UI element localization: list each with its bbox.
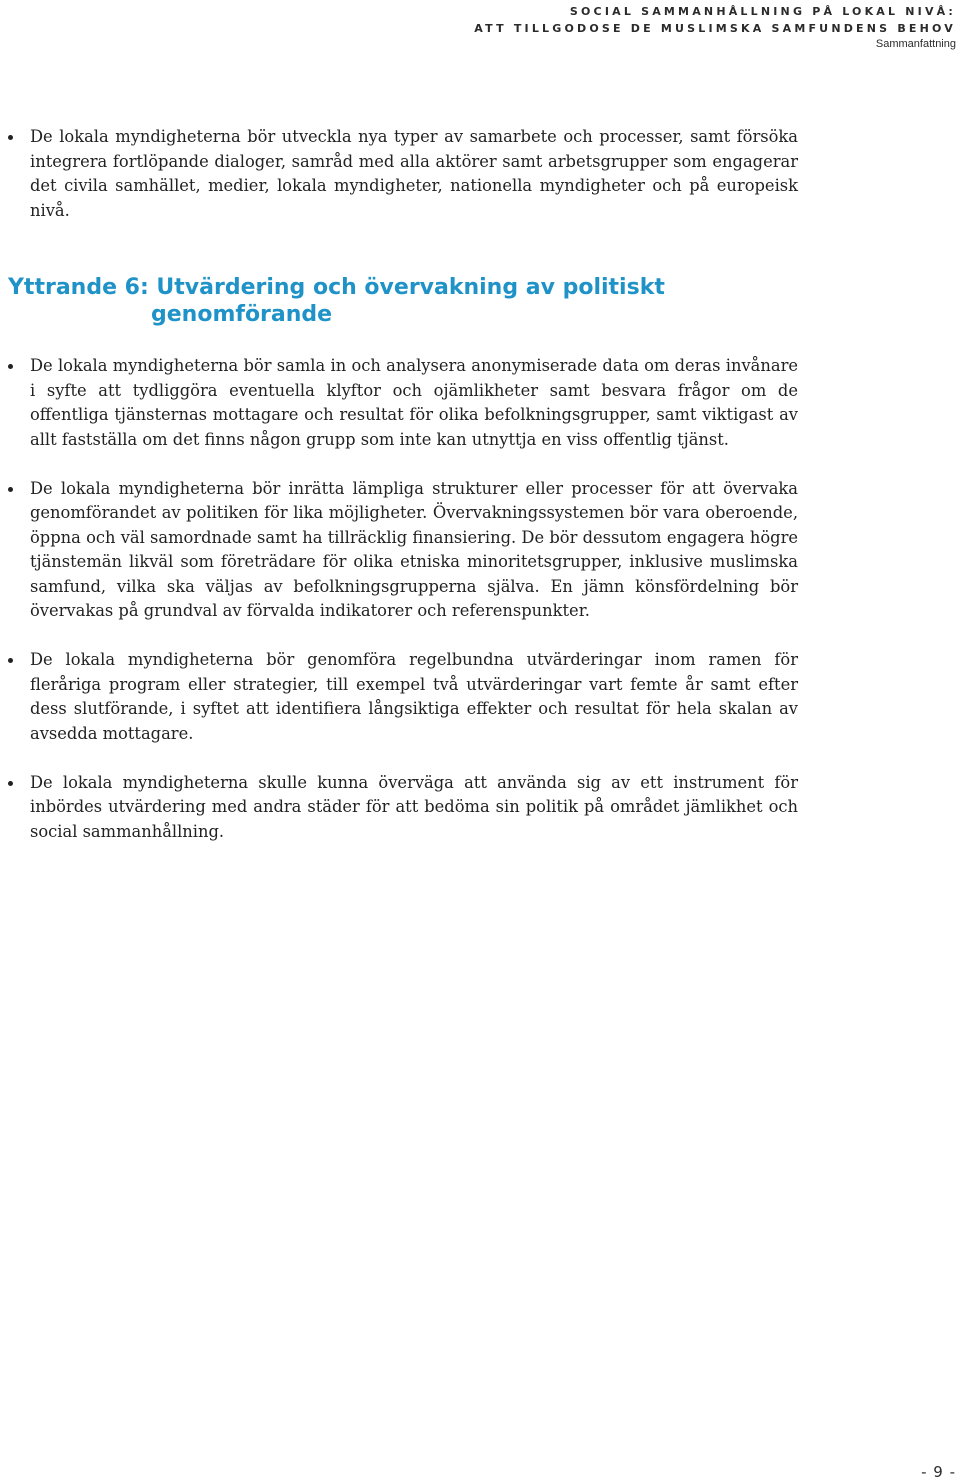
section-heading-line1: Yttrande 6: Utvärdering och övervakning av politiskt — [8, 275, 665, 300]
bullet-text: De lokala myndigheterna skulle kunna överväga att använda sig av ett instrument för inbördes utvärdering med andra städer för att bedöma sin politik på området jämlikhet och social sammanhållning. — [30, 772, 798, 841]
running-header — [474, 3, 956, 52]
running-header-title-line2: ATT TILLGODOSE DE MUSLIMSKA SAMFUNDENS BEHOV — [474, 22, 956, 35]
bullet-icon — [8, 487, 13, 492]
bullet-text: De lokala myndigheterna bör samla in och analysera anonymiserade data om deras invånare i syfte att tydliggöra eventuella klyftor och ojämlikheter samt besvara frågor om de offentliga tjänsternas mottagare och resultat för olika befolkningsgrupper, samt viktigast av allt fastställa om det finns någon grupp som inte kan utnyttja en viss offentlig tjänst. — [30, 356, 798, 449]
section-heading — [8, 274, 768, 328]
bullet-icon — [8, 364, 13, 369]
recommendation-bullet-list — [8, 354, 798, 869]
list-item — [8, 771, 798, 845]
bullet-text: De lokala myndigheterna bör utveckla nya typer av samarbete och processer, samt försöka integrera fortlöpande dialoger, samråd med alla aktörer samt arbetsgrupper som engagerar det civila samhället, medier, lokala myndigheter, nationella myndigheter och på europeisk nivå. — [30, 127, 798, 220]
bullet-text: De lokala myndigheterna bör inrätta lämpliga strukturer eller processer för att övervaka genomförandet av politiken för lika möjligheter. Övervakningssystemen bör vara oberoende, öppna och väl samordnade samt ha tillräcklig finansiering. De bör dessutom engagera högre tjänstemän likväl som företrädare för olika etniska minoritetsgrupper, inklusive muslimska samfund, vilka ska väljas av befolkningsgrupperna själva. En jämn könsfördelning bör övervakas på grundval av förvalda indikatorer och referenspunkter. — [30, 478, 798, 620]
bullet-icon — [8, 658, 13, 663]
bullet-text: De lokala myndigheterna bör genomföra regelbundna utvärderingar inom ramen för fleråriga program eller strategier, till exempel två utvärderingar vart femte år samt efter dess slutförande, i syftet att identifiera långsiktiga effekter och resultat för hela skalan av avsedda mottagare. — [30, 650, 798, 743]
running-header-title-line1: SOCIAL SAMMANHÅLLNING PÅ LOKAL NIVÅ: — [569, 5, 956, 18]
page-number: - 9 - — [921, 1463, 956, 1481]
list-item — [8, 354, 798, 452]
bullet-icon — [8, 781, 13, 786]
list-item — [8, 648, 798, 746]
running-header-section: Sammanfattning — [875, 38, 956, 50]
section-heading-line2: genomförande — [151, 302, 333, 327]
list-item — [8, 125, 798, 223]
list-item — [8, 477, 798, 624]
intro-bullet-list — [8, 125, 798, 248]
bullet-icon — [8, 135, 13, 140]
